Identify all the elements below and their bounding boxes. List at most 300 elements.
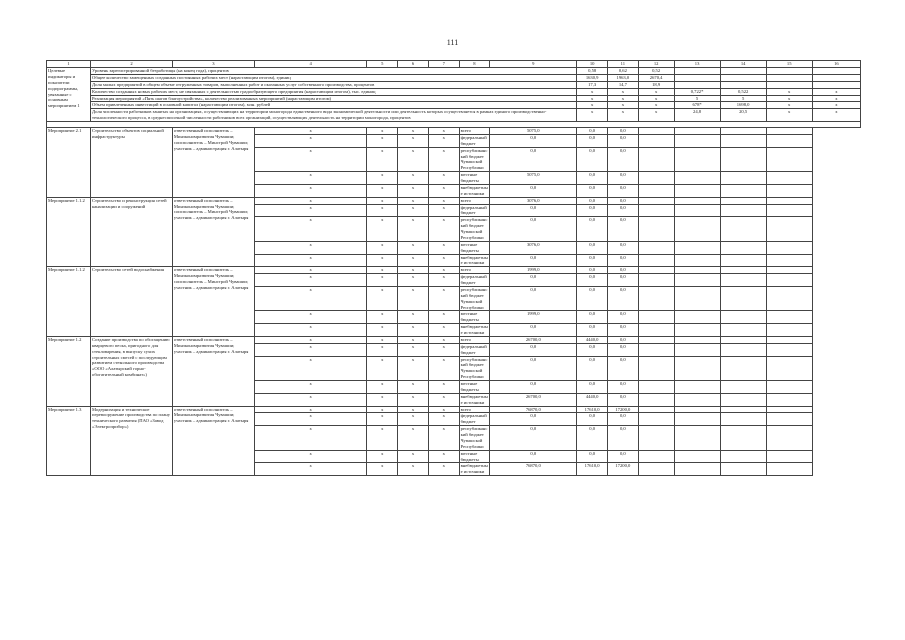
column-number: 7 bbox=[428, 61, 459, 68]
empty-cell bbox=[720, 426, 766, 451]
x-mark: x bbox=[367, 172, 398, 185]
funding-value: 0,0 bbox=[577, 356, 608, 381]
x-mark: x bbox=[398, 356, 429, 381]
empty-cell bbox=[720, 413, 766, 426]
empty-cell bbox=[638, 324, 674, 337]
funding-source: федеральный бюджет bbox=[459, 134, 490, 147]
indicator-value: 1963,0 bbox=[608, 74, 639, 81]
x-mark: x bbox=[367, 204, 398, 217]
empty-cell bbox=[766, 172, 812, 185]
empty-cell bbox=[766, 463, 812, 476]
measure-executor: ответственный исполнитель – Минэкономразвития Чувашии; соисполнитель – Минстрой Чувашии; участник – администрация г. Алатыря bbox=[172, 267, 254, 337]
column-number: 14 bbox=[720, 61, 766, 68]
funding-value: 0,0 bbox=[608, 134, 639, 147]
indicator-value: 24,8 bbox=[674, 109, 720, 122]
indicators-group-label: Целевые индикаторы и показатели подпрограммы, увязанные с основным мероприятием 1 bbox=[47, 68, 91, 122]
empty-cell bbox=[638, 463, 674, 476]
indicator-value bbox=[766, 68, 812, 75]
funding-value: 17610,0 bbox=[577, 406, 608, 413]
indicator-text: Общее количество замещенных созданных постоянных рабочих мест (нарастающим итогом), единиц bbox=[91, 74, 577, 81]
empty-cell bbox=[674, 311, 720, 324]
column-number: 10 bbox=[577, 61, 608, 68]
x-mark: x bbox=[254, 147, 367, 172]
funding-value: 0,0 bbox=[490, 254, 577, 267]
measure-label: Мероприятие 1.2 bbox=[47, 336, 91, 406]
indicator-value: x bbox=[577, 102, 608, 109]
column-number: 12 bbox=[638, 61, 674, 68]
indicator-value: x bbox=[577, 88, 608, 95]
indicator-row bbox=[47, 102, 861, 109]
indicator-value: x bbox=[638, 102, 674, 109]
x-mark: x bbox=[398, 343, 429, 356]
indicator-value: 5 bbox=[720, 95, 766, 102]
x-mark: x bbox=[254, 406, 367, 413]
x-mark: x bbox=[367, 241, 398, 254]
x-mark: x bbox=[428, 197, 459, 204]
measure-name: Модернизация и техническое перевооружение производства по плану технического развития (ПАО «Завод «Электроприбор») bbox=[91, 406, 173, 476]
funding-value: 0,0 bbox=[608, 184, 639, 197]
funding-source: всего bbox=[459, 128, 490, 135]
indicator-value: x bbox=[608, 109, 639, 122]
empty-cell bbox=[638, 267, 674, 274]
x-mark: x bbox=[254, 324, 367, 337]
x-mark: x bbox=[428, 413, 459, 426]
empty-cell bbox=[720, 450, 766, 463]
x-mark: x bbox=[367, 274, 398, 287]
indicator-value: 0,722* bbox=[674, 88, 720, 95]
empty-cell bbox=[674, 324, 720, 337]
funding-value: 0,0 bbox=[577, 184, 608, 197]
funding-value: 0,0 bbox=[490, 413, 577, 426]
x-mark: x bbox=[428, 274, 459, 287]
funding-value: 0,0 bbox=[608, 128, 639, 135]
funding-value: 0,0 bbox=[577, 267, 608, 274]
empty-cell bbox=[638, 356, 674, 381]
empty-cell bbox=[674, 393, 720, 406]
funding-value: 0,0 bbox=[608, 413, 639, 426]
funding-source: федеральный бюджет bbox=[459, 343, 490, 356]
x-mark: x bbox=[428, 311, 459, 324]
empty-cell bbox=[720, 311, 766, 324]
empty-cell bbox=[766, 286, 812, 311]
indicator-value bbox=[812, 81, 860, 88]
indicator-value: x bbox=[577, 95, 608, 102]
indicator-value: 20,5 bbox=[720, 109, 766, 122]
funding-value: 3076,0 bbox=[490, 241, 577, 254]
empty-cell bbox=[638, 406, 674, 413]
funding-value: 0,0 bbox=[490, 204, 577, 217]
indicator-text: Количество созданных новых рабочих мест, не связанных с деятельностью градообразующего предприятия (нарастающим итогом), тыс. единиц bbox=[91, 88, 577, 95]
funding-value: 0,0 bbox=[490, 324, 577, 337]
empty-cell bbox=[674, 336, 720, 343]
funding-value: 0,0 bbox=[577, 134, 608, 147]
funding-value: 0,0 bbox=[490, 356, 577, 381]
funding-source: республиканский бюджет Чувашской Республики bbox=[459, 426, 490, 451]
funding-value: 0,0 bbox=[490, 274, 577, 287]
measure-name: Создание производства по обогащению кварцевого песка, пригодного для стекловарения, в выпуску сухих строительных смесей с последующим развитием стекольного производства «ООО «Алатырский горно-обогатительный комбинат») bbox=[91, 336, 173, 406]
empty-cell bbox=[766, 204, 812, 217]
funding-value: 0,0 bbox=[490, 286, 577, 311]
x-mark: x bbox=[367, 406, 398, 413]
x-mark: x bbox=[428, 204, 459, 217]
funding-value: 0,0 bbox=[490, 426, 577, 451]
empty-cell bbox=[638, 393, 674, 406]
empty-cell bbox=[638, 450, 674, 463]
funding-value: 0,0 bbox=[608, 343, 639, 356]
x-mark: x bbox=[367, 324, 398, 337]
indicator-value: x bbox=[608, 88, 639, 95]
x-mark: x bbox=[254, 426, 367, 451]
x-mark: x bbox=[254, 134, 367, 147]
empty-cell bbox=[766, 134, 812, 147]
funding-value: 0,0 bbox=[577, 426, 608, 451]
funding-value: 0,0 bbox=[608, 336, 639, 343]
measure-label: Мероприятие 1.3 bbox=[47, 406, 91, 476]
x-mark: x bbox=[398, 426, 429, 451]
x-mark: x bbox=[428, 254, 459, 267]
empty-cell bbox=[638, 128, 674, 135]
funding-value: 0,0 bbox=[577, 197, 608, 204]
empty-cell bbox=[720, 217, 766, 242]
x-mark: x bbox=[398, 217, 429, 242]
funding-value: 0,0 bbox=[608, 356, 639, 381]
x-mark: x bbox=[254, 254, 367, 267]
funding-source: всего bbox=[459, 406, 490, 413]
indicator-value: 14,7 bbox=[608, 81, 639, 88]
funding-value: 1999,0 bbox=[490, 311, 577, 324]
empty-cell bbox=[720, 184, 766, 197]
empty-cell bbox=[674, 134, 720, 147]
funding-source: местные бюджеты bbox=[459, 450, 490, 463]
x-mark: x bbox=[398, 184, 429, 197]
indicator-value: x bbox=[638, 95, 674, 102]
indicator-value: x bbox=[638, 109, 674, 122]
empty-cell bbox=[720, 147, 766, 172]
funding-source: федеральный бюджет bbox=[459, 204, 490, 217]
indicator-value: x bbox=[812, 95, 860, 102]
x-mark: x bbox=[398, 134, 429, 147]
indicator-value: x bbox=[812, 109, 860, 122]
x-mark: x bbox=[254, 184, 367, 197]
indicator-value: x bbox=[577, 109, 608, 122]
x-mark: x bbox=[428, 426, 459, 451]
measure-name: Строительство и реконструкция сетей канализации и сооружений bbox=[91, 197, 173, 267]
funding-source: внебюджетные источники bbox=[460, 324, 488, 335]
x-mark: x bbox=[398, 254, 429, 267]
x-mark: x bbox=[428, 267, 459, 274]
indicator-value: 5 bbox=[674, 95, 720, 102]
x-mark: x bbox=[398, 393, 429, 406]
empty-cell bbox=[720, 204, 766, 217]
x-mark: x bbox=[367, 450, 398, 463]
funding-value: 0,0 bbox=[577, 381, 608, 394]
funding-value: 0,0 bbox=[577, 241, 608, 254]
column-number: 3 bbox=[172, 61, 254, 68]
x-mark: x bbox=[398, 336, 429, 343]
empty-cell bbox=[766, 147, 812, 172]
x-mark: x bbox=[428, 450, 459, 463]
funding-source: всего bbox=[459, 267, 490, 274]
funding-value: 3076,0 bbox=[490, 197, 577, 204]
x-mark: x bbox=[254, 241, 367, 254]
empty-cell bbox=[638, 204, 674, 217]
funding-value: 26700,0 bbox=[490, 393, 577, 406]
indicator-value bbox=[720, 81, 766, 88]
x-mark: x bbox=[254, 393, 367, 406]
empty-cell bbox=[720, 197, 766, 204]
funding-value: 0,0 bbox=[608, 393, 639, 406]
empty-cell bbox=[638, 343, 674, 356]
funding-value: 0,0 bbox=[608, 172, 639, 185]
x-mark: x bbox=[254, 286, 367, 311]
empty-cell bbox=[720, 324, 766, 337]
x-mark: x bbox=[254, 413, 367, 426]
x-mark: x bbox=[428, 217, 459, 242]
indicator-text: Доля малых предприятий в общем объеме отгруженных товаров, выполненных работ и оказанных услуг собственного производства, процентов bbox=[91, 81, 577, 88]
indicator-row bbox=[47, 95, 861, 102]
funding-value: 0,0 bbox=[577, 324, 608, 337]
empty-cell bbox=[674, 267, 720, 274]
funding-value: 76870,0 bbox=[490, 463, 577, 476]
x-mark: x bbox=[367, 311, 398, 324]
empty-cell bbox=[766, 393, 812, 406]
funding-source: внебюджетные источники bbox=[460, 393, 488, 405]
x-mark: x bbox=[367, 134, 398, 147]
x-mark: x bbox=[398, 450, 429, 463]
x-mark: x bbox=[367, 356, 398, 381]
indicator-value: 18,9 bbox=[638, 81, 674, 88]
x-mark: x bbox=[254, 311, 367, 324]
empty-cell bbox=[674, 147, 720, 172]
empty-cell bbox=[638, 254, 674, 267]
indicator-value bbox=[812, 68, 860, 75]
indicator-value bbox=[720, 68, 766, 75]
x-mark: x bbox=[428, 393, 459, 406]
x-mark: x bbox=[398, 406, 429, 413]
empty-cell bbox=[720, 172, 766, 185]
funding-value: 4440,0 bbox=[577, 393, 608, 406]
column-number: 11 bbox=[608, 61, 639, 68]
measure-row bbox=[47, 267, 861, 274]
empty-cell bbox=[674, 241, 720, 254]
column-number: 6 bbox=[398, 61, 429, 68]
empty-cell bbox=[766, 343, 812, 356]
funding-value: 0,0 bbox=[577, 204, 608, 217]
x-mark: x bbox=[254, 463, 367, 476]
empty-cell bbox=[766, 197, 812, 204]
indicator-value bbox=[674, 74, 720, 81]
measure-label: Мероприятие 2.1 bbox=[47, 128, 91, 198]
x-mark: x bbox=[428, 241, 459, 254]
x-mark: x bbox=[398, 197, 429, 204]
funding-source: всего bbox=[459, 336, 490, 343]
empty-cell bbox=[674, 426, 720, 451]
funding-value: 17200,0 bbox=[608, 406, 639, 413]
x-mark: x bbox=[367, 381, 398, 394]
x-mark: x bbox=[367, 217, 398, 242]
funding-value: 0,0 bbox=[577, 311, 608, 324]
x-mark: x bbox=[398, 413, 429, 426]
empty-cell bbox=[766, 336, 812, 343]
empty-cell bbox=[674, 172, 720, 185]
x-mark: x bbox=[254, 336, 367, 343]
empty-cell bbox=[720, 241, 766, 254]
measure-row bbox=[47, 197, 861, 204]
column-number: 15 bbox=[766, 61, 812, 68]
x-mark: x bbox=[398, 324, 429, 337]
indicator-value: 0,62 bbox=[608, 68, 639, 75]
indicator-value bbox=[674, 68, 720, 75]
empty-cell bbox=[766, 311, 812, 324]
x-mark: x bbox=[367, 184, 398, 197]
funding-source: федеральный бюджет bbox=[459, 413, 490, 426]
indicator-text: Уровень зарегистрированной безработицы (на конец года), процентов bbox=[91, 68, 577, 75]
x-mark: x bbox=[254, 274, 367, 287]
indicator-value: x bbox=[812, 102, 860, 109]
empty-cell bbox=[638, 381, 674, 394]
column-number: 8 bbox=[459, 61, 490, 68]
indicator-value: 2670,4 bbox=[638, 74, 674, 81]
funding-value: 0,0 bbox=[490, 217, 577, 242]
empty-cell bbox=[674, 406, 720, 413]
funding-source: республиканский бюджет Чувашской Республики bbox=[459, 147, 490, 172]
x-mark: x bbox=[428, 172, 459, 185]
funding-value: 0,0 bbox=[577, 343, 608, 356]
empty-cell bbox=[766, 324, 812, 337]
funding-value: 0,0 bbox=[490, 381, 577, 394]
x-mark: x bbox=[254, 128, 367, 135]
funding-value: 5075,0 bbox=[490, 128, 577, 135]
x-mark: x bbox=[428, 381, 459, 394]
x-mark: x bbox=[367, 286, 398, 311]
funding-source: республиканский бюджет Чувашской Республики bbox=[459, 217, 490, 242]
empty-cell bbox=[720, 381, 766, 394]
indicator-row bbox=[47, 109, 861, 122]
measure-label: Мероприятие 1.1.2 bbox=[47, 267, 91, 337]
x-mark: x bbox=[398, 128, 429, 135]
indicator-value: x bbox=[766, 102, 812, 109]
empty-cell bbox=[674, 463, 720, 476]
funding-value: 0,0 bbox=[577, 128, 608, 135]
funding-value: 76870,0 bbox=[490, 406, 577, 413]
funding-value: 17200,0 bbox=[608, 463, 639, 476]
measure-label: Мероприятие 1.1.2 bbox=[47, 197, 91, 267]
x-mark: x bbox=[254, 381, 367, 394]
empty-cell bbox=[766, 184, 812, 197]
empty-cell bbox=[766, 413, 812, 426]
empty-cell bbox=[674, 274, 720, 287]
x-mark: x bbox=[428, 134, 459, 147]
indicator-value: x bbox=[608, 102, 639, 109]
funding-source: внебюджетные источники bbox=[460, 184, 488, 196]
empty-cell bbox=[638, 286, 674, 311]
measure-row bbox=[47, 406, 861, 413]
x-mark: x bbox=[367, 393, 398, 406]
indicator-text: Реализация мероприятий «Пять шагов благоустройства», количество реализованных мероприятий (нарастающим итогом) bbox=[91, 95, 577, 102]
funding-value: 0,0 bbox=[608, 217, 639, 242]
x-mark: x bbox=[398, 172, 429, 185]
empty-cell bbox=[720, 286, 766, 311]
x-mark: x bbox=[254, 197, 367, 204]
funding-value: 0,0 bbox=[577, 172, 608, 185]
indicator-value: 678* bbox=[674, 102, 720, 109]
empty-cell bbox=[766, 406, 812, 413]
empty-cell bbox=[766, 241, 812, 254]
empty-cell bbox=[720, 463, 766, 476]
empty-cell bbox=[674, 413, 720, 426]
empty-cell bbox=[674, 254, 720, 267]
indicator-value bbox=[766, 74, 812, 81]
funding-value: 0,0 bbox=[608, 450, 639, 463]
empty-cell bbox=[638, 311, 674, 324]
empty-cell bbox=[674, 128, 720, 135]
x-mark: x bbox=[398, 311, 429, 324]
empty-cell bbox=[638, 241, 674, 254]
funding-source: местные бюджеты bbox=[459, 172, 490, 185]
indicator-value: 17,3 bbox=[577, 81, 608, 88]
funding-value: 4440,0 bbox=[577, 336, 608, 343]
funding-value: 0,0 bbox=[577, 413, 608, 426]
x-mark: x bbox=[428, 463, 459, 476]
empty-cell bbox=[720, 406, 766, 413]
indicator-text: Доля численности работников занятых на организациях, осуществляющих на территории моногорода единственного вида экономической деятельности или деятельность которых осуществляется в рамках единого производственно-технологического процесса, в среднесписочной численности работников всех организаций, осуществляющих деятельность на территории моногорода, процентов bbox=[91, 109, 577, 122]
empty-cell bbox=[674, 204, 720, 217]
indicator-value: x bbox=[812, 88, 860, 95]
empty-cell bbox=[766, 356, 812, 381]
x-mark: x bbox=[398, 463, 429, 476]
indicator-row bbox=[47, 88, 861, 95]
indicator-value: x bbox=[766, 95, 812, 102]
empty-cell bbox=[674, 217, 720, 242]
funding-source: внебюджетные источники bbox=[460, 463, 488, 475]
empty-cell bbox=[766, 381, 812, 394]
x-mark: x bbox=[428, 147, 459, 172]
empty-cell bbox=[766, 217, 812, 242]
funding-value: 0,0 bbox=[608, 204, 639, 217]
page-number: 111 bbox=[446, 38, 459, 47]
empty-cell bbox=[766, 128, 812, 135]
empty-cell bbox=[638, 147, 674, 172]
indicator-value bbox=[720, 74, 766, 81]
x-mark: x bbox=[254, 343, 367, 356]
funding-value: 0,0 bbox=[490, 343, 577, 356]
funding-value: 0,0 bbox=[608, 241, 639, 254]
x-mark: x bbox=[367, 413, 398, 426]
measure-row bbox=[47, 128, 861, 135]
x-mark: x bbox=[398, 204, 429, 217]
indicator-value: x bbox=[638, 88, 674, 95]
indicator-value: 0,58 bbox=[577, 68, 608, 75]
column-number: 2 bbox=[91, 61, 173, 68]
x-mark: x bbox=[254, 450, 367, 463]
x-mark: x bbox=[428, 356, 459, 381]
empty-cell bbox=[766, 267, 812, 274]
indicator-value: x bbox=[766, 109, 812, 122]
empty-cell bbox=[720, 336, 766, 343]
x-mark: x bbox=[254, 267, 367, 274]
empty-cell bbox=[674, 356, 720, 381]
empty-cell bbox=[720, 343, 766, 356]
empty-cell bbox=[766, 254, 812, 267]
indicator-value: x bbox=[766, 88, 812, 95]
empty-cell bbox=[638, 184, 674, 197]
funding-value: 0,0 bbox=[577, 450, 608, 463]
empty-cell bbox=[638, 197, 674, 204]
empty-cell bbox=[720, 254, 766, 267]
x-mark: x bbox=[398, 381, 429, 394]
x-mark: x bbox=[428, 128, 459, 135]
funding-value: 0,0 bbox=[490, 450, 577, 463]
